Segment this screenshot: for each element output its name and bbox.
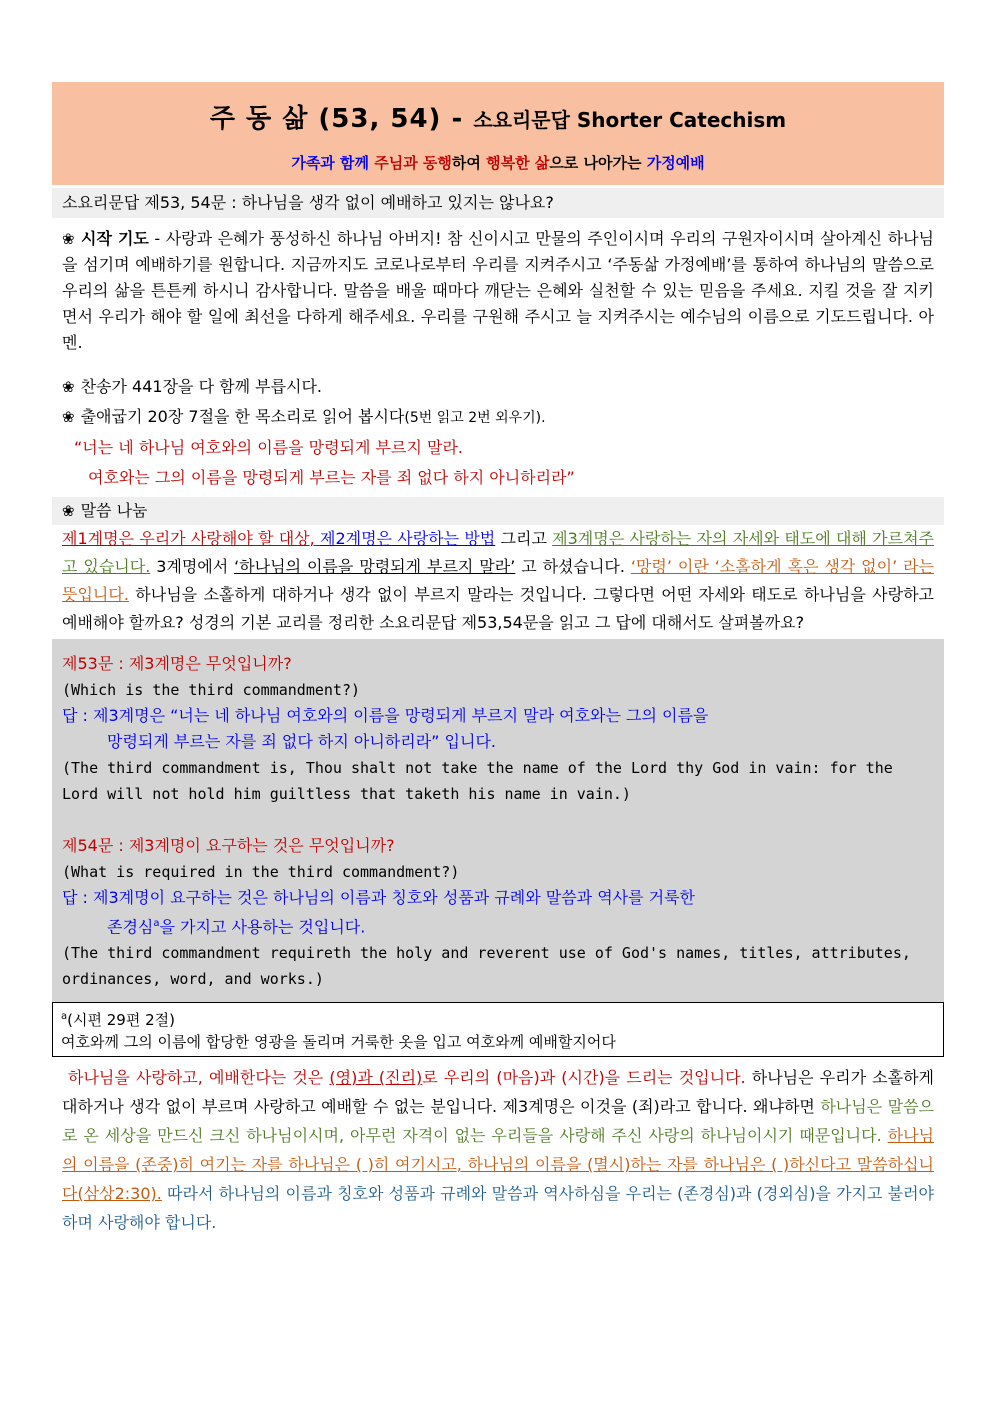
q54-answer-en: (The third commandment requireth the holy and reverent use of God's names, titles, attributes, ordinances, word, and works.) <box>62 944 911 989</box>
reading-text: 출애굽기 20장 7절을 한 목소리로 읽어 봅시다 <box>80 407 405 426</box>
closing-phrase-4: 하나님은 우리가 소홀하게 대하거나 생각 없이 부르며 사랑하고 예배할 수 없는 분입니다. 제3계명은 이것을 (죄)라고 합니다. 왜냐하면 <box>62 1068 934 1117</box>
header-banner <box>52 82 944 185</box>
footnote-text: 여호와께 그의 이름에 합당한 영광을 돌리며 거룩한 옷을 입고 여호와께 예배할지어다 <box>61 1033 616 1052</box>
page-title <box>52 98 944 135</box>
tagline-segment: 주님과 동행 <box>374 154 452 172</box>
sharing-connector: 고 하셨습니다. <box>515 557 631 576</box>
footnote-marker: a <box>153 918 160 929</box>
q54-answer-line1: 답 : 제3계명이 요구하는 것은 하나님의 이름과 칭호와 성품과 규례와 말씀과 역사를 거룩한 <box>62 888 696 907</box>
flower-bullet-icon: ❀ <box>62 408 75 426</box>
tagline-segment: 으로 나아가는 <box>549 154 647 172</box>
footnote-sup: a <box>61 1011 68 1023</box>
closing-phrase-8: 따라서 하나님의 이름과 칭호와 성품과 규례와 말씀과 역사하심을 우리는 (존경심)과 (경외심)을 가지고 불러야 하며 사랑해야 합니다. <box>62 1184 934 1233</box>
title-sub: 소요리문답 Shorter Catechism <box>473 108 787 132</box>
verse-line-1: “너는 네 하나님 여호와의 이름을 망령되게 부르지 말라. <box>74 438 464 457</box>
reading-note: (5번 읽고 2번 외우기). <box>404 410 546 426</box>
flower-bullet-icon: ❀ <box>62 502 75 520</box>
closing-text <box>52 1057 944 1237</box>
closing-phrase-5: 하나님은 말씀으로 온 세상을 만드신 크신 하나님이시며, 아무런 자격이 없는 우리들을 사랑해 주신 사랑의 하나님이시기 때문입니다. <box>62 1097 934 1146</box>
footnote-box <box>52 1002 944 1057</box>
q53-answer-line2: 망령되게 부르는 자를 죄 없다 하지 아니하리라” 입니다. <box>107 732 497 751</box>
question-bar: 소요리문답 제53, 54문 : 하나님을 생각 없이 예배하고 있지는 않나요? <box>52 188 944 218</box>
commandment-2-phrase: 제2계명은 사랑하는 방법 <box>319 529 496 548</box>
sharing-rest: 하나님을 소홀하게 대하거나 생각 없이 부르지 말라는 것입니다. 그렇다면 어떤 자세와 태도로 하나님을 사랑하고 예배해야 할까요? 성경의 기본 교리를 정리한 소요리문답 제53,54문을 읽고 그 답에 대해서도 살펴볼까요? <box>62 585 934 632</box>
flower-bullet-icon: ❀ <box>62 230 76 248</box>
commandment-3-phrase: 제3계명은 사랑하는 자의 자세와 태도에 대해 가르쳐주고 있습니다. <box>62 529 934 576</box>
closing-phrase-1: 하나님을 사랑하고, 예배한다는 것은 <box>68 1068 330 1088</box>
hymn-text: 찬송가 441장을 다 함께 부릅시다. <box>80 377 323 396</box>
opening-prayer <box>52 226 944 356</box>
sharing-label: 말씀 나눔 <box>80 501 148 520</box>
reading-line <box>52 402 944 433</box>
q53-question-en: (Which is the third commandment?) <box>62 681 361 699</box>
hymn-line <box>52 372 944 402</box>
closing-phrase-3: 로 우리의 (마음)과 (시간)을 드리는 것입니다. <box>422 1068 746 1088</box>
opening-prayer-text: - 사랑과 은혜가 풍성하신 하나님 아버지! 참 신이시고 만물의 주인이시며 우리의 구원자이시며 살아계신 하나님을 섬기며 예배하기를 원합니다. 지금까지도 코로나로부터 우리를 지켜주시고 ‘주동삶 가정예배’를 통하여 하나님의 말씀으로 우리의 삶을 튼튼케 하시니 감사합니다. 말씀을 배울 때마다 깨닫는 은혜와 실천할 수 있는 믿음을 주세요. 지킬 것을 잘 지키면서 우리가 해야 할 일에 최선을 다하게 해주세요. 우리를 구원해 주시고 늘 지켜주시는 예수님의 이름으로 기도드립니다. 아멘. <box>62 229 934 352</box>
catechism-box <box>52 639 944 1002</box>
tagline-segment: 하여 <box>451 154 487 172</box>
mangryeong-definition: ‘망령’ 이란 ‘소홀하게 혹은 생각 없이’ 라는 뜻입니다. <box>62 557 935 604</box>
commandment-quote: ‘하나님의 이름을 망령되게 부르지 말라’ <box>234 557 516 576</box>
worship-sheet <box>52 82 944 1237</box>
sharing-connector: 그리고 <box>495 529 553 548</box>
sharing-connector: 3계명에서 <box>150 557 235 576</box>
q53-question: 제53문 : 제3계명은 무엇입니까? <box>62 654 292 673</box>
q54-answer-line2 <box>62 911 934 940</box>
q53-answer-line1: 답 : 제3계명은 “너는 네 하나님 여호와의 이름을 망령되게 부르지 말라 여호와는 그의 이름을 <box>62 706 709 725</box>
q54-question: 제54문 : 제3계명이 요구하는 것은 무엇입니까? <box>62 836 395 855</box>
closing-honor-phrase: 하나님의 이름을 (존중)히 여기는 자를 하나님은 ( )히 여기시고, 하나님의 이름을 (멸시)하는 자를 하나님은 ( )하신다고 말씀하십니다(삼상2:30). <box>62 1126 934 1204</box>
tagline <box>52 152 944 173</box>
tagline-segment: 가정예배 <box>646 154 705 172</box>
commandment-1-phrase: 제1계명은 우리가 사랑해야 할 대상, <box>62 529 320 548</box>
q54-answer <box>62 885 934 940</box>
verse-line-2: 여호와는 그의 이름을 망령되게 부르는 자를 죄 없다 하지 아니하리라” <box>88 468 575 487</box>
footnote-ref: (시편 29편 2절) <box>67 1011 175 1030</box>
sharing-text <box>52 525 944 637</box>
q54-question-en: (What is required in the third commandment?) <box>62 863 460 881</box>
q54-answer-word: 존경심 <box>107 917 154 937</box>
q54-answer-rest: 을 가지고 사용하는 것입니다. <box>159 917 366 937</box>
sharing-header <box>52 497 944 525</box>
flower-bullet-icon: ❀ <box>62 378 75 396</box>
q53-answer-en: (The third commandment is, Thou shalt not take the name of the Lord thy God in vain: for the Lord will not hold him guiltless that taketh his name in vain.) <box>62 759 893 803</box>
closing-spirit-truth: (영)과 (진리) <box>329 1068 423 1088</box>
title-main: 주 동 삶 (53, 54) - <box>209 104 474 134</box>
tagline-segment: 행복한 삶 <box>486 154 550 172</box>
q53-answer <box>62 703 934 755</box>
tagline-segment: 가족과 함께 <box>291 154 375 172</box>
opening-prayer-label: 시작 기도 <box>81 229 149 248</box>
